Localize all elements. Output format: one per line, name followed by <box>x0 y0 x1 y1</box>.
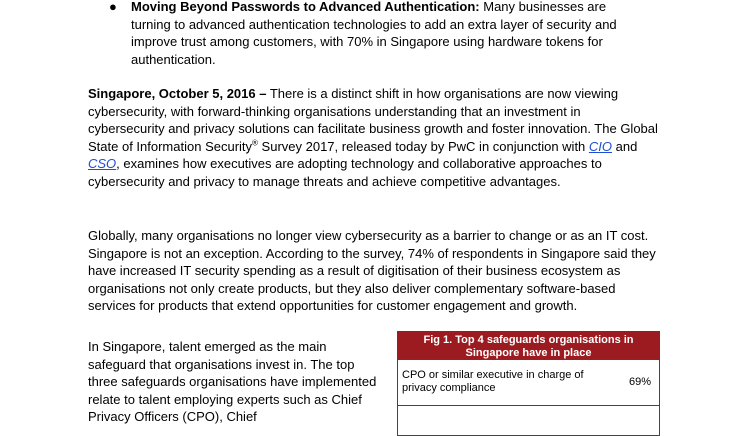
bullet-body: Many businesses are turning to advanced authentication technologies to add an extra layer of security and improve trust among customers, with 70% in Singapore using hardware tokens for authentication. <box>131 0 617 67</box>
paragraph-global: Globally, many organisations no longer view cybersecurity as a barrier to change or as an IT cost. Singapore is not an exception. According to the survey, 74% of respondents in Singapore said they have increased IT security spending as a result of digitisation of their business ecosystem as organisations not only create products, but they also deliver complementary software-based services for products that extend opportunities for customer engagement and growth. <box>88 228 656 313</box>
paragraph-intro <box>88 85 658 190</box>
intro-text-b: Survey 2017, released today by PwC in conjunction with <box>257 138 589 154</box>
cso-link[interactable]: CSO <box>88 156 117 171</box>
bullet-dot-icon: ● <box>109 0 117 14</box>
bullet-item <box>109 0 649 68</box>
table-row-empty <box>397 406 660 436</box>
intro-text-c: , examines how executives are adopting technology and collaborative approaches to cybersecurity and privacy to manage threats and achieve competitive advantages. <box>88 156 602 189</box>
intro-and: and <box>612 138 638 154</box>
bullet-title: Moving Beyond Passwords to Advanced Authentication: <box>131 0 480 14</box>
registered-mark: ® <box>252 138 258 148</box>
intro-text-a: There is a distinct shift in how organisations are now viewing cybersecurity, with forward-thinking organisations understanding that an investment in cybersecurity and privacy solutions can facilitate business growth and foster innovation. The Global State of Information Security <box>88 86 658 154</box>
figure-title: Fig 1. Top 4 safeguards organisations in Singapore have in place <box>397 331 660 359</box>
row-value: 69% <box>628 375 651 388</box>
table-row <box>397 359 660 406</box>
cio-link[interactable]: CIO <box>588 138 613 154</box>
dateline: Singapore, October 5, 2016 – <box>88 86 267 101</box>
row-label: CPO or similar executive in charge of privacy compliance <box>402 369 584 394</box>
figure-safeguards-table <box>397 331 660 436</box>
paragraph-singapore-talent: In Singapore, talent emerged as the main safeguard that organisations invest in. The top three safeguards organisations have implemented relate to talent employing experts such as Chief Privacy Officers (CPO), Chief <box>88 339 377 424</box>
bullet-text <box>131 0 649 68</box>
